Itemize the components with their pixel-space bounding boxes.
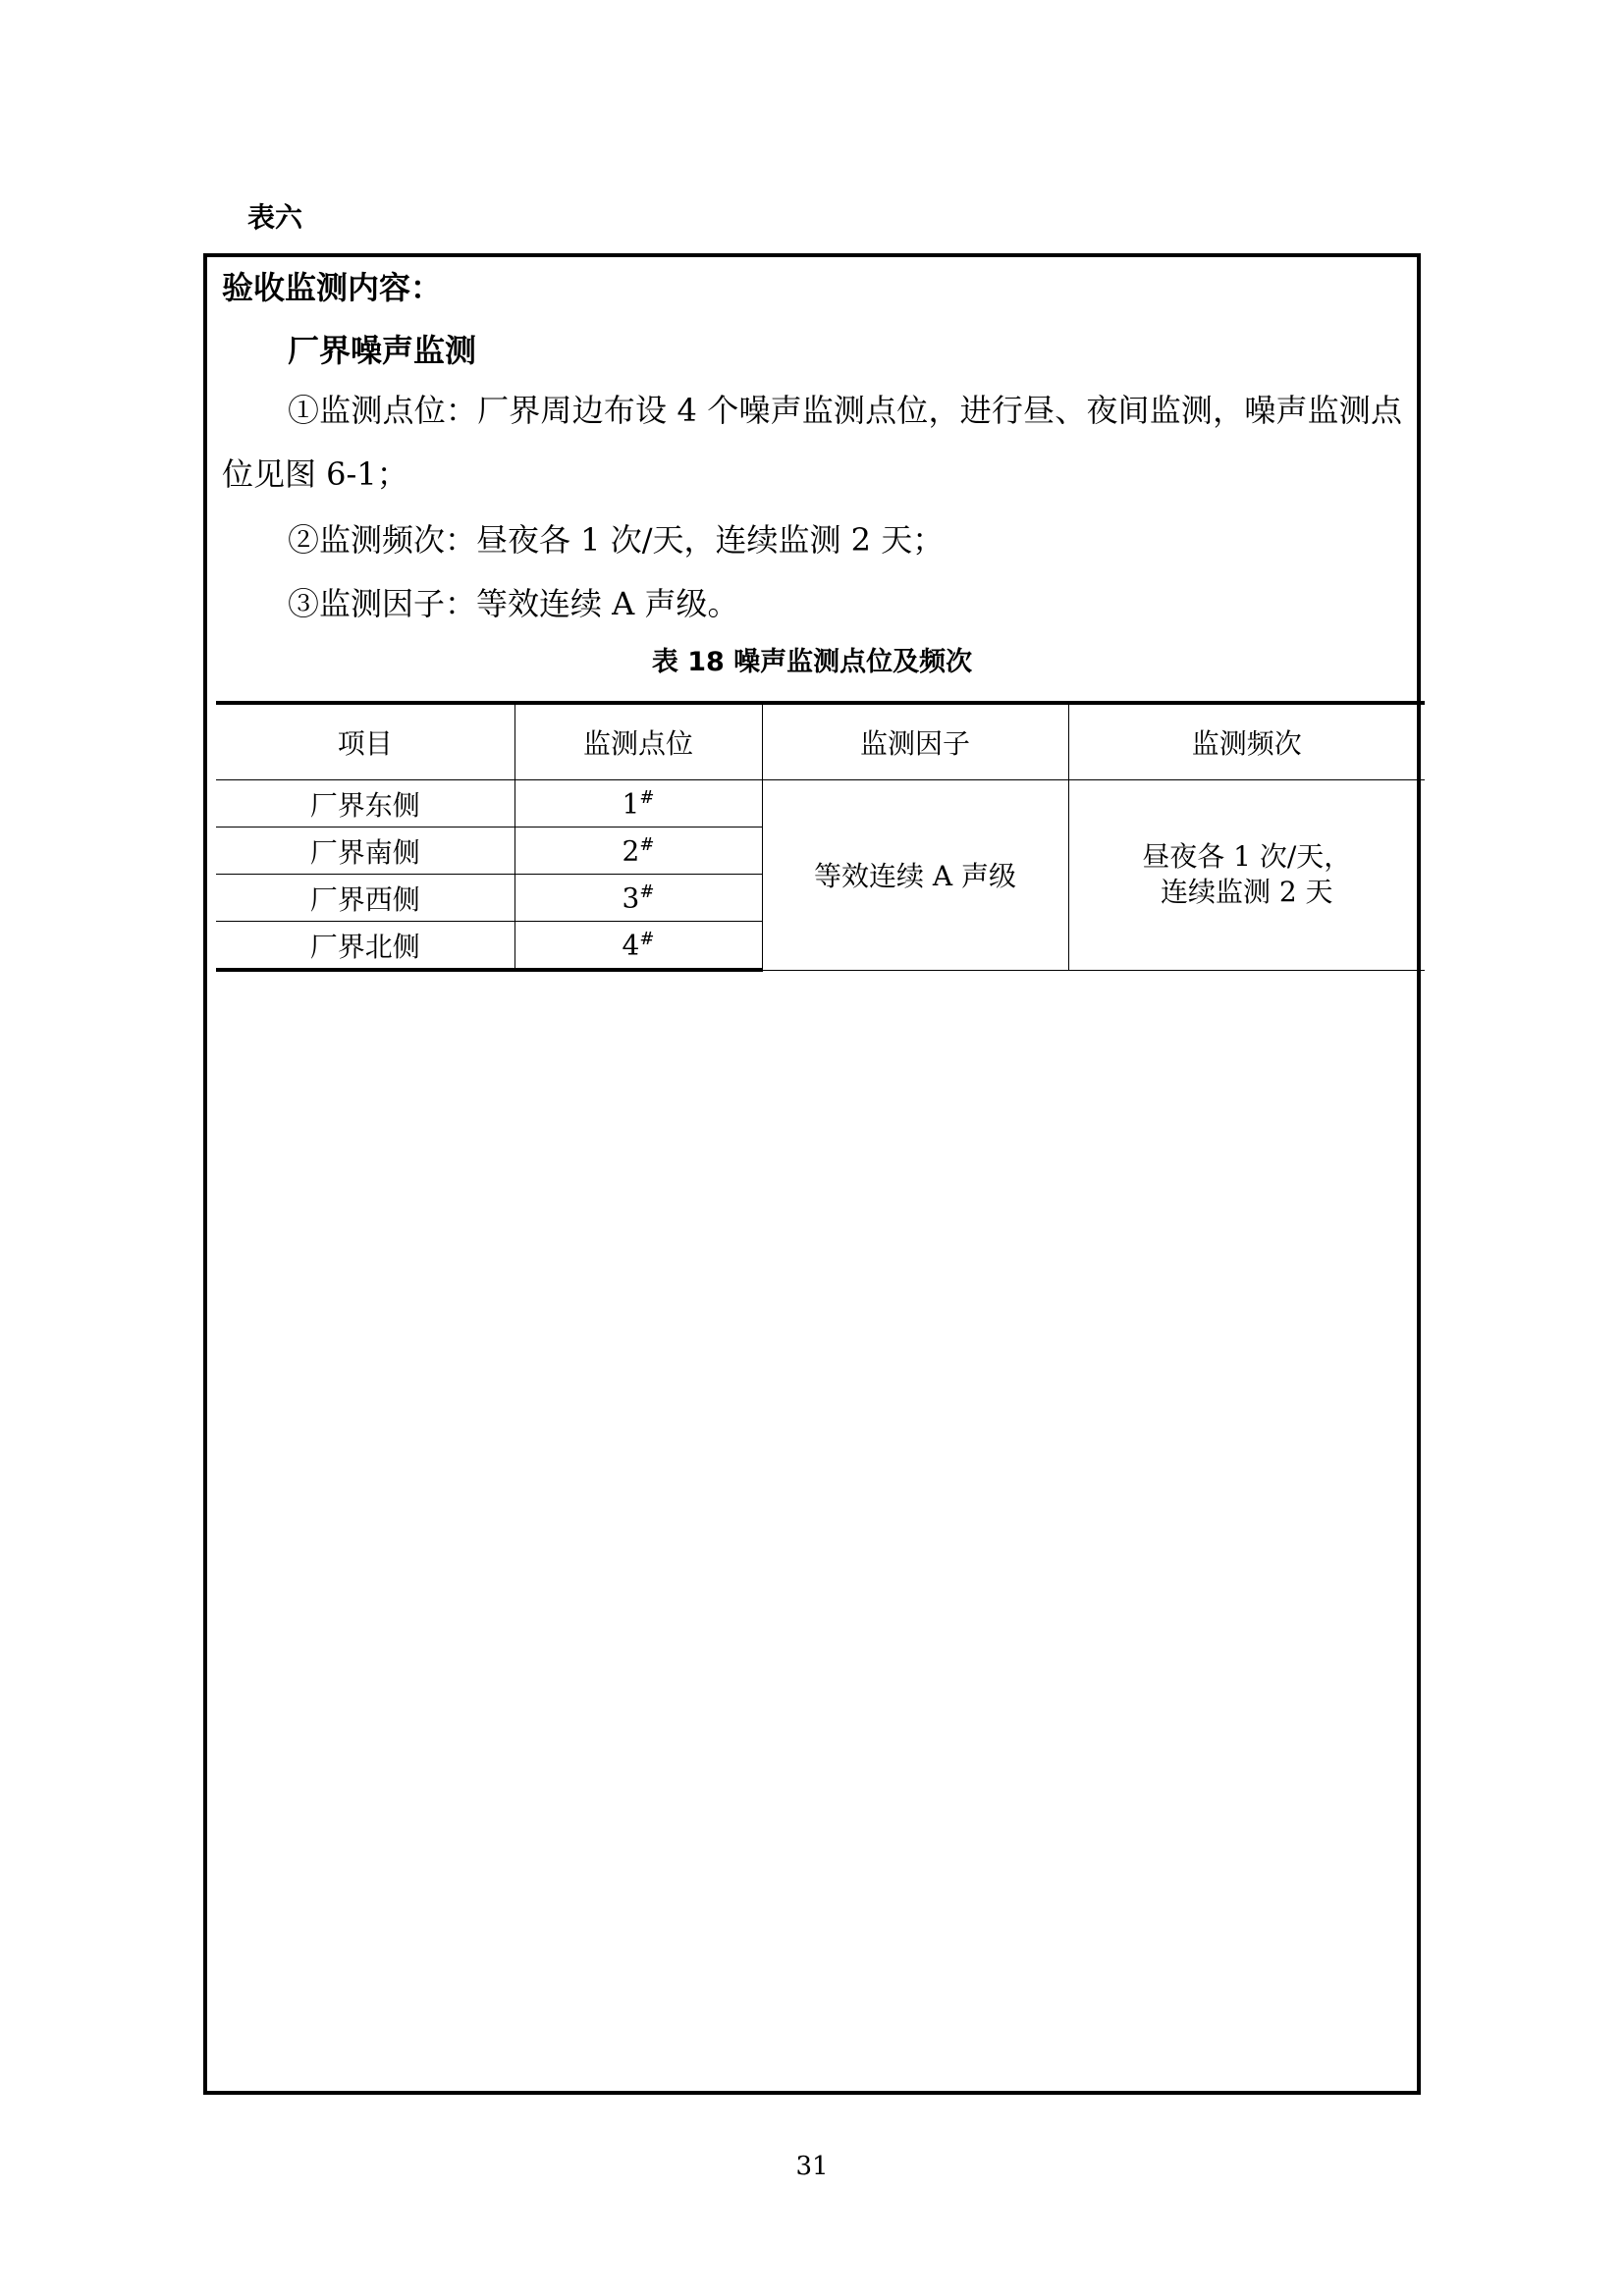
sub-heading: 厂界噪声监测 [288,332,477,369]
header-point: 监测点位 [514,703,762,780]
point-mark: # [639,833,655,855]
cell-point [514,875,762,922]
cell-item: 厂界南侧 [216,828,514,875]
section-heading: 验收监测内容： [222,269,443,306]
cell-item: 厂界北侧 [216,922,514,971]
cell-factor: 等效连续 A 声级 [762,780,1068,971]
cell-point [514,922,762,971]
table-row [216,780,1425,828]
content-frame [203,253,1421,2095]
table-header-row [216,703,1425,780]
cell-point [514,828,762,875]
header-item: 项目 [216,703,514,780]
noise-monitoring-table [216,701,1425,972]
table-caption: 表 18 噪声监测点位及频次 [651,647,973,677]
frequency-line-1: 昼夜各 1 次/天， [1142,840,1352,874]
cell-point [514,780,762,828]
cell-item: 厂界西侧 [216,875,514,922]
header-frequency: 监测频次 [1068,703,1425,780]
cell-item: 厂界东侧 [216,780,514,828]
point-number: 4 [622,929,640,962]
point-mark: # [639,786,655,808]
point-mark: # [639,881,655,902]
point-number: 2 [622,834,640,868]
paragraph-monitoring-frequency: ②监测频次：昼夜各 1 次/天，连续监测 2 天； [288,521,945,559]
table-label: 表六 [247,201,303,234]
point-mark: # [639,928,655,949]
point-number: 3 [622,881,640,915]
point-number: 1 [622,787,640,821]
frequency-line-2: 连续监测 2 天 [1160,876,1333,909]
page-number: 31 [795,2152,829,2181]
header-factor: 监测因子 [762,703,1068,780]
cell-frequency [1068,780,1425,971]
paragraph-monitoring-points: ①监测点位：厂界周边布设 4 个噪声监测点位，进行昼、夜间监测，噪声监测点位见图 6-1； [222,392,1402,493]
paragraph-monitoring-factor: ③监测因子：等效连续 A 声级。 [288,585,739,622]
